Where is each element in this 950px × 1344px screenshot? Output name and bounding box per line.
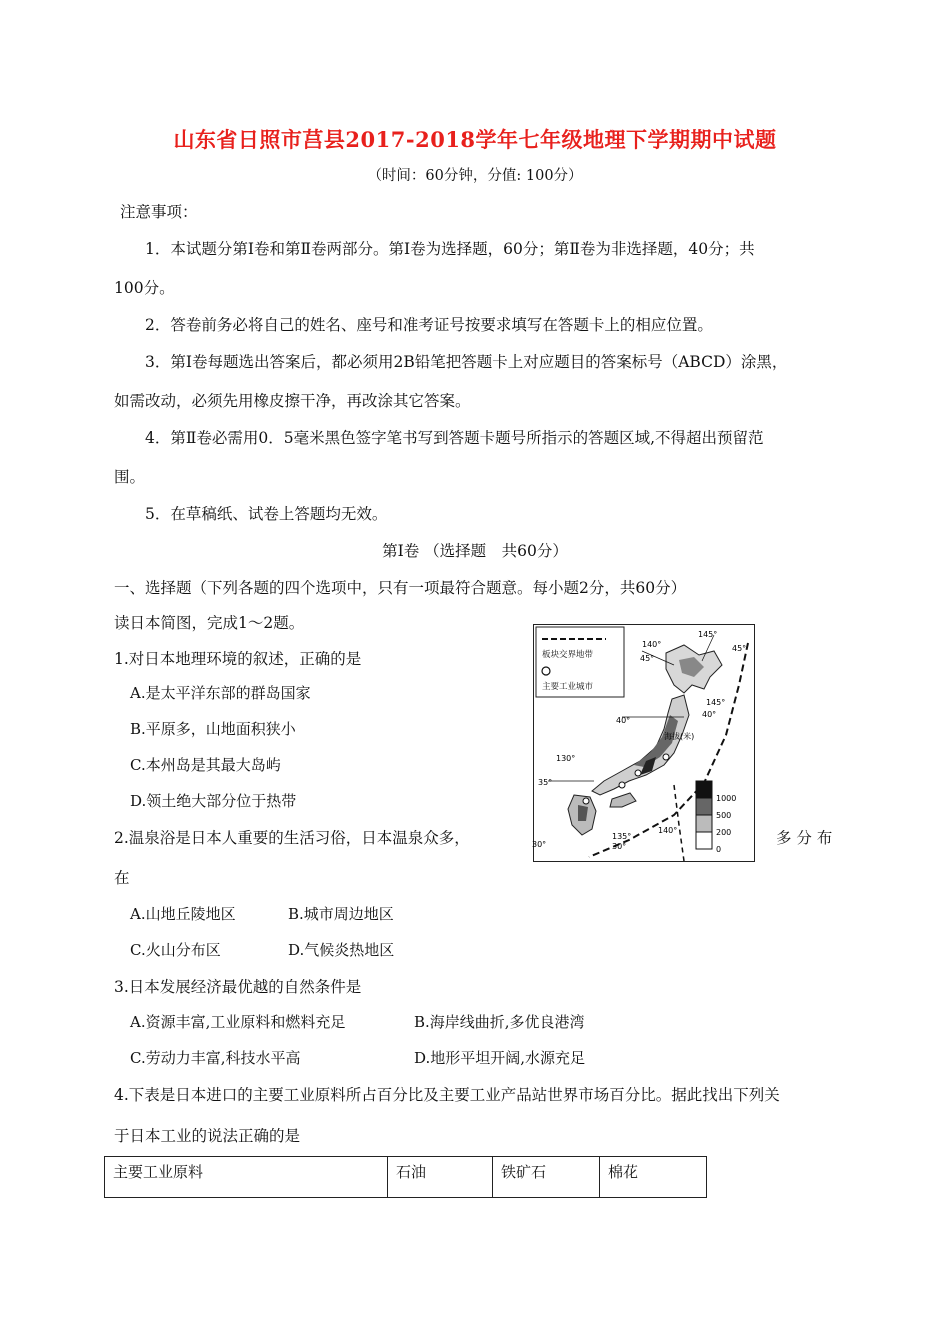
notice-item-5: 5．在草稿纸、试卷上答题均无效。 xyxy=(145,505,388,523)
q2-option-b: B.城市周边地区 xyxy=(288,905,394,923)
lon-label: 130° xyxy=(556,754,576,763)
table-cell: 铁矿石 xyxy=(493,1157,600,1198)
notice-heading: 注意事项： xyxy=(120,203,198,221)
notice-item-4: 4．第Ⅱ卷必需用0．5毫米黑色签字笔书写到答题卡题号所指示的答题区域,不得超出预留范 xyxy=(145,429,764,447)
lat-label: 30° xyxy=(532,840,547,849)
q3-option-c: C.劳动力丰富,科技水平高 xyxy=(130,1049,301,1067)
lon-label: 140° xyxy=(658,826,678,835)
lat-label: 30° xyxy=(612,842,627,851)
table-cell: 主要工业原料 xyxy=(105,1157,388,1198)
elev-label: 200 xyxy=(716,828,732,837)
city-marker xyxy=(635,770,641,776)
lat-label: 35° xyxy=(538,778,553,787)
lat-label: 45° xyxy=(732,644,747,653)
lon-label: 145° xyxy=(706,698,726,707)
elev-swatch-200 xyxy=(696,815,712,832)
elev-label: 500 xyxy=(716,811,732,820)
section1-heading: 一、选择题（下列各题的四个选项中，只有一项最符合题意。每小题2分，共60分） xyxy=(114,579,687,597)
q4-table xyxy=(104,1156,707,1198)
exam-time-score: （时间：60分钟，分值: 100分） xyxy=(367,168,583,184)
city-legend-icon xyxy=(542,667,550,675)
q1-stem: 1.对日本地理环境的叙述，正确的是 xyxy=(114,650,362,668)
q3-stem: 3.日本发展经济最优越的自然条件是 xyxy=(114,978,362,996)
q3-option-a: A.资源丰富,工业原料和燃料充足 xyxy=(130,1013,346,1031)
lat-label: 40° xyxy=(702,710,717,719)
honshu-island xyxy=(592,695,689,795)
elev-swatch-1000 xyxy=(696,781,712,798)
notice-item-1: 1．本试题分第Ⅰ卷和第Ⅱ卷两部分。第Ⅰ卷为选择题，60分；第Ⅱ卷为非选择题，40分；共 xyxy=(145,240,755,258)
part1-heading: 第Ⅰ卷 （选择题 共60分） xyxy=(382,542,568,560)
honshu-highland xyxy=(634,715,678,767)
elev-swatch-0 xyxy=(696,832,712,849)
q2-option-c: C.火山分布区 xyxy=(130,941,221,959)
page-title: 山东省日照市莒县2017-2018学年七年级地理下学期期中试题 xyxy=(173,127,777,152)
notice-item-1-cont: 100分。 xyxy=(114,279,175,297)
q2-stem-cont: 在 xyxy=(114,869,130,887)
q2-option-a: A.山地丘陵地区 xyxy=(130,905,236,923)
q4-stem-cont: 于日本工业的说法正确的是 xyxy=(114,1127,301,1145)
elevation-legend-title: 海拔(米) xyxy=(664,732,695,741)
map-intro: 读日本简图，完成1～2题。 xyxy=(114,614,305,632)
city-marker xyxy=(619,782,625,788)
city-marker xyxy=(663,754,669,760)
q1-option-a: A.是太平洋东部的群岛国家 xyxy=(130,684,311,702)
table-cell: 石油 xyxy=(388,1157,493,1198)
legend-city-label: 主要工业城市 xyxy=(542,682,594,692)
q3-option-d: D.地形平坦开阔,水源充足 xyxy=(414,1049,586,1067)
q3-option-b: B.海岸线曲折,多优良港湾 xyxy=(414,1013,585,1031)
notice-item-4-cont: 围。 xyxy=(114,468,146,486)
elev-swatch-500 xyxy=(696,798,712,815)
table-cell: 棉花 xyxy=(600,1157,707,1198)
city-marker xyxy=(583,798,589,804)
notice-item-3: 3．第Ⅰ卷每题选出答案后，都必须用2B铅笔把答题卡上对应题目的答案标号（ABCD）涂黑， xyxy=(145,353,788,371)
table-row xyxy=(105,1157,707,1198)
notice-item-3-cont: 如需改动，必须先用橡皮擦干净，再改涂其它答案。 xyxy=(114,392,471,410)
elev-label: 0 xyxy=(716,845,722,854)
q2-option-d: D.气候炎热地区 xyxy=(288,941,395,959)
q2-stem: 2.温泉浴是日本人重要的生活习俗，日本温泉众多， xyxy=(114,829,470,847)
legend-boundary-label: 板块交界地带 xyxy=(542,650,594,660)
q1-option-d: D.领土绝大部分位于热带 xyxy=(130,792,297,810)
japan-map xyxy=(533,624,755,862)
lon-label: 135° xyxy=(612,832,632,841)
lon-label: 145° xyxy=(698,630,718,639)
lon-label: 140° xyxy=(642,640,662,649)
q4-stem: 4.下表是日本进口的主要工业原料所占百分比及主要工业产品站世界市场百分比。据此找出下列关 xyxy=(114,1086,780,1104)
plate-boundary-line-2 xyxy=(674,785,684,861)
elev-label: 1000 xyxy=(716,794,737,803)
q1-option-b: B.平原多，山地面积狭小 xyxy=(130,720,296,738)
q2-stem-right: 多 分 布 xyxy=(776,829,833,847)
shikoku-island xyxy=(610,793,636,807)
notice-item-2: 2．答卷前务必将自己的姓名、座号和准考证号按要求填写在答题卡上的相应位置。 xyxy=(145,316,713,334)
q1-option-c: C.本州岛是其最大岛屿 xyxy=(130,756,281,774)
lat-label: 45° xyxy=(640,654,655,663)
lat-label: 40° xyxy=(616,716,631,725)
